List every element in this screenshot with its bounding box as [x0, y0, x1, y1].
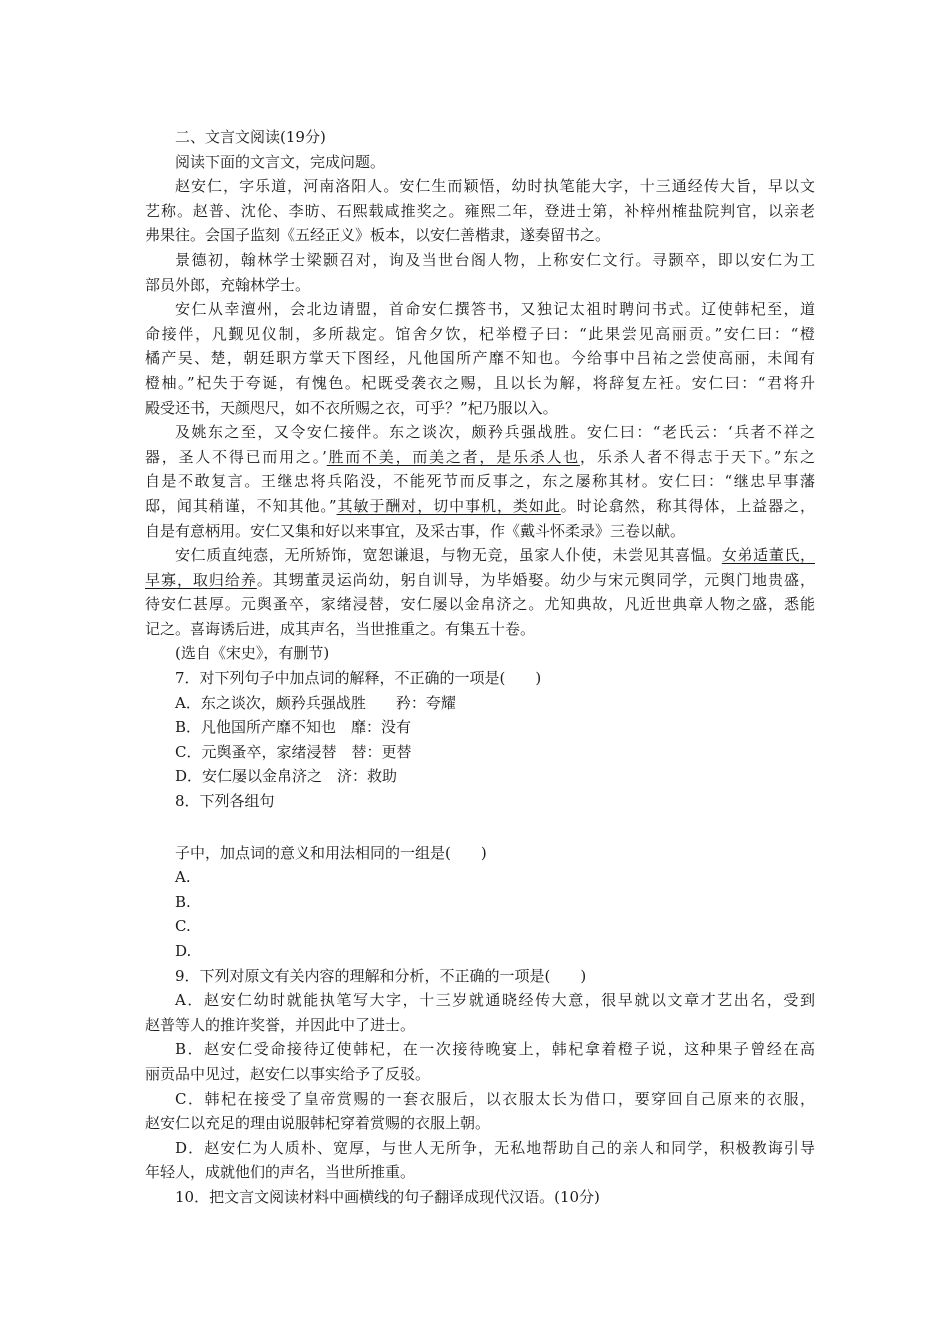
passage-line	[145, 543, 815, 568]
passage-line: 艺称。赵普、沈伦、李昉、石熙载咸推奖之。雍熙二年，登进士第，补梓州榷盐院判官，以亲老	[145, 201, 815, 220]
passage-line: 自是不敢复言。王继忠将兵陷没，不能死节而反事之，东之屡称其材。安仁曰：“继忠早事藩	[145, 472, 815, 491]
passage-line	[145, 445, 815, 470]
passage-text: 。时论翕然，称其得体，上益器之，	[560, 496, 815, 515]
instruction-text: 阅读下面的文言文，完成问题。	[175, 152, 386, 171]
passage-line: 景德初，翰林学士梁颢召对，询及当世台阁人物，上称安仁文行。寻颢卒，即以安仁为工	[175, 250, 815, 269]
passage-line: 殿受还书，天颜咫尺，如不衣所赐之衣，可乎？”杞乃服以入。	[145, 398, 558, 417]
passage-line: 自是有意柄用。安仁又集和好以来事宜，及采古事，作《戴斗怀柔录》三卷以献。	[145, 521, 686, 540]
passage-line: 记之。喜诲诱后进，成其声名，当世推重之。有集五十卷。	[145, 619, 536, 638]
question-8: 8．下列各组句	[175, 792, 275, 811]
passage-line: 安仁从幸澶州，会北边请盟，首命安仁撰答书，又独记太祖时聘问书式。辽使韩杞至，道	[175, 300, 815, 319]
underlined-sentence: 早寡，取归给养	[145, 570, 257, 589]
question-9: 9．下列对原文有关内容的理解和分析，不正确的一项是( )	[175, 966, 587, 985]
question-7: 7．对下列句子中加点词的解释，不正确的一项是( )	[175, 669, 542, 688]
passage-line: 橘产吴、楚，朝廷职方掌天下图经，凡他国所产靡不知也。今给事中吕祐之尝使高丽，未闻有	[145, 349, 815, 368]
document-page	[145, 125, 815, 1210]
blank-gap	[145, 814, 815, 841]
question-10: 10．把文言文阅读材料中画横线的句子翻译成现代汉语。(10分)	[175, 1187, 600, 1206]
passage-text: 器，圣人不得已而用之。’	[145, 447, 327, 466]
passage-line: 待安仁甚厚。元舆蚤卒，家绪浸替，安仁屡以金帛济之。尤知典故，凡近世典章人物之盛，悉能	[145, 595, 815, 614]
passage-line: 弗果往。会国子监刻《五经正义》板本，以安仁善楷隶，遂奏留书之。	[145, 226, 611, 245]
passage-line: 橙柚。”杞失于夸诞，有愧色。杞既受袭衣之赐，且以长为解，将辞复左衽。安仁曰：“君将升	[145, 373, 815, 392]
passage-line	[145, 494, 815, 519]
passage-text: 。其甥董灵运尚幼，躬自训导，为毕婚娶。幼少与宋元舆同学，元舆门地贵盛，	[256, 570, 815, 589]
passage-line: 部员外郎，充翰林学士。	[145, 275, 311, 294]
option-d: D.	[175, 942, 192, 960]
passage-line: 赵安仁，字乐道，河南洛阳人。安仁生而颖悟，幼时执笔能大字，十三通经传大旨，早以文	[175, 177, 815, 196]
passage-text: 安仁质直纯悫，无所矫饰，宽恕谦退，与物无竞，虽家人仆使，未尝见其喜愠。	[175, 546, 722, 565]
option-b: B．赵安仁受命接待辽使韩杞，在一次接待晚宴上，韩杞拿着橙子说，这种果子曾经在高	[175, 1040, 815, 1059]
option-c: C．韩杞在接受了皇帝赏赐的一套衣服后，以衣服太长为借口，要穿回自己原来的衣服，	[175, 1089, 815, 1108]
option-c-continued: 赵安仁以充足的理由说服韩杞穿着赏赐的衣服上朝。	[145, 1114, 491, 1133]
option-b-continued: 丽贡品中见过，赵安仁以事实给予了反驳。	[145, 1064, 431, 1083]
passage-line	[145, 568, 815, 593]
option-c: C.	[175, 917, 191, 936]
passage-line: 命接伴，凡觐见仪制，多所裁定。馆舍夕饮，杞举橙子曰：“此果尝见高丽贡。”安仁曰：“橙	[145, 324, 815, 343]
option-a-continued: 赵普等人的推许奖誉，并因此中了进士。	[145, 1015, 416, 1034]
option-d-continued: 年轻人，成就他们的声名，当世所推重。	[145, 1163, 416, 1182]
underlined-sentence: 女弟适董氏，	[721, 546, 815, 565]
option-a: A．东之谈次，颇矜兵强战胜 矜：夸耀	[175, 693, 456, 712]
passage-text: 邸，闻其稍谨，不知其他。”	[145, 496, 337, 515]
underlined-sentence: 胜而不美，而美之者，是乐杀人也	[326, 447, 581, 466]
passage-line: 及姚东之至，又令安仁接伴。东之谈次，颇矜兵强战胜。安仁曰：“老氏云：‘兵者不祥之	[175, 423, 815, 442]
section-heading: 二、文言文阅读(19分)	[175, 128, 326, 146]
option-d: D．赵安仁为人质朴、宽厚，与世人无所争，无私地帮助自己的亲人和同学，积极教诲引导	[175, 1138, 815, 1157]
option-a: A．赵安仁幼时就能执笔写大字，十三岁就通晓经传大意，很早就以文章才艺出名，受到	[175, 991, 815, 1010]
source-note: (选自《宋史》，有删节)	[175, 644, 330, 663]
option-b: B.	[175, 892, 191, 911]
underlined-sentence: 其敏于酬对，切中事机，类如此	[336, 496, 561, 515]
option-d: D．安仁屡以金帛济之 济：救助	[175, 767, 398, 786]
option-c: C．元舆蚤卒，家绪浸替 替：更替	[175, 742, 412, 761]
option-b: B．凡他国所产靡不知也 靡：没有	[175, 718, 412, 737]
passage-text: ，乐杀人者不得志于天下。”东之	[580, 447, 815, 466]
question-8-continued: 子中，加点词的意义和用法相同的一组是( )	[175, 843, 487, 862]
option-a: A.	[175, 868, 191, 887]
